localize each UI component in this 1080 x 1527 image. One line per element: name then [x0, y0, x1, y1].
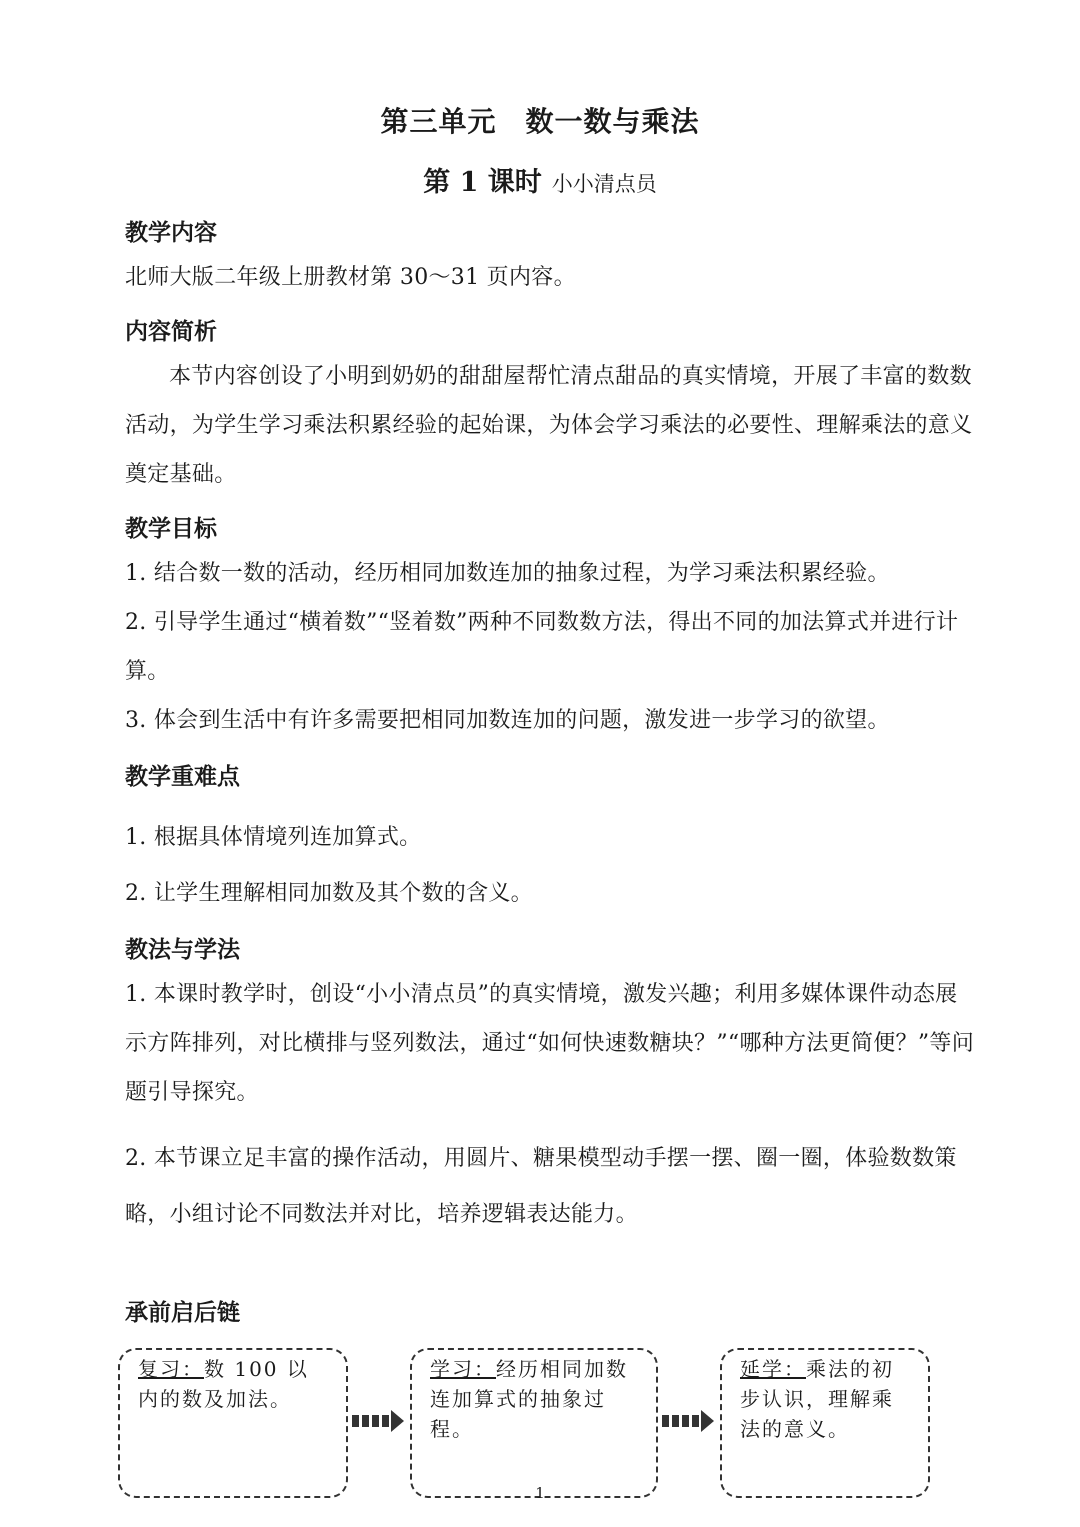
section-heading: 教学目标: [125, 515, 217, 542]
section-heading: 教学重难点: [125, 763, 240, 790]
section-analysis: [125, 312, 975, 499]
section-heading: 内容简析: [125, 318, 217, 345]
list-item: 2. 引导学生通过“横着数”“竖着数”两种不同数数方法，得出不同的加法算式并进行计算。: [125, 610, 959, 684]
section-heading: 承前启后链: [125, 1299, 240, 1326]
section-goals: [125, 509, 975, 745]
list-item: 1. 本课时教学时，创设“小小清点员”的真实情境，激发兴趣；利用多媒体课件动态展示方阵排列，对比横排与竖列数法，通过“如何快速数糖块？”“哪种方法更简便？”等问题引导探究。: [125, 982, 974, 1105]
list-item: 1. 根据具体情境列连加算式。: [125, 825, 422, 850]
unit-title: 第三单元 数一数与乘法: [380, 105, 700, 138]
section-heading: 教法与学法: [125, 936, 240, 963]
key-point-2: [125, 869, 975, 918]
list-item: 3. 体会到生活中有许多需要把相同加数连加的问题，激发进一步学习的欲望。: [125, 708, 890, 733]
chain-box-extend: [720, 1348, 930, 1498]
list-item: 2. 让学生理解相同加数及其个数的含义。: [125, 881, 533, 906]
section-heading: 教学内容: [125, 219, 217, 246]
chain-box-learn: [410, 1348, 658, 1498]
method-2: [125, 1131, 975, 1243]
list-item: 2. 本节课立足丰富的操作活动，用圆片、糖果模型动手摆一摆、圈一圈，体验数数策略，小组讨论不同数法并对比，培养逻辑表达能力。: [125, 1146, 957, 1227]
key-point-1: [125, 813, 975, 862]
section-content: [125, 213, 975, 302]
chain-label: 延学：: [740, 1357, 806, 1381]
chain-label: 复习：: [138, 1357, 204, 1381]
lesson-title: [0, 160, 1080, 199]
paragraph: 北师大版二年级上册教材第 30～31 页内容。: [125, 265, 576, 290]
list-item: 1. 结合数一数的活动，经历相同加数连加的抽象过程，为学习乘法积累经验。: [125, 561, 890, 586]
lesson-subtitle: 小小清点员: [551, 172, 657, 196]
lesson-number: 第 1 课时: [423, 167, 542, 198]
section-methods: [125, 930, 975, 1117]
chain-label: 学习：: [430, 1357, 496, 1381]
page-number: 1: [535, 1484, 545, 1502]
chain-text: 数 100 以内的数及加法。: [138, 1357, 309, 1411]
chain-text: 经历相同加数连加算式的抽象过程。: [430, 1357, 628, 1441]
chain-box-review: [118, 1348, 348, 1498]
dashed-right-arrow-icon: [352, 1410, 404, 1432]
paragraph: 本节内容创设了小明到奶奶的甜甜屋帮忙清点甜品的真实情境，开展了丰富的数数活动，为学生学习乘法积累经验的起始课，为体会学习乘法的必要性、理解乘法的意义奠定基础。: [125, 364, 973, 487]
section-chain: [125, 1293, 975, 1333]
dashed-right-arrow-icon: [662, 1410, 714, 1432]
section-key-points: [125, 757, 975, 797]
chain-text: 乘法的初步认识，理解乘法的意义。: [740, 1357, 894, 1441]
